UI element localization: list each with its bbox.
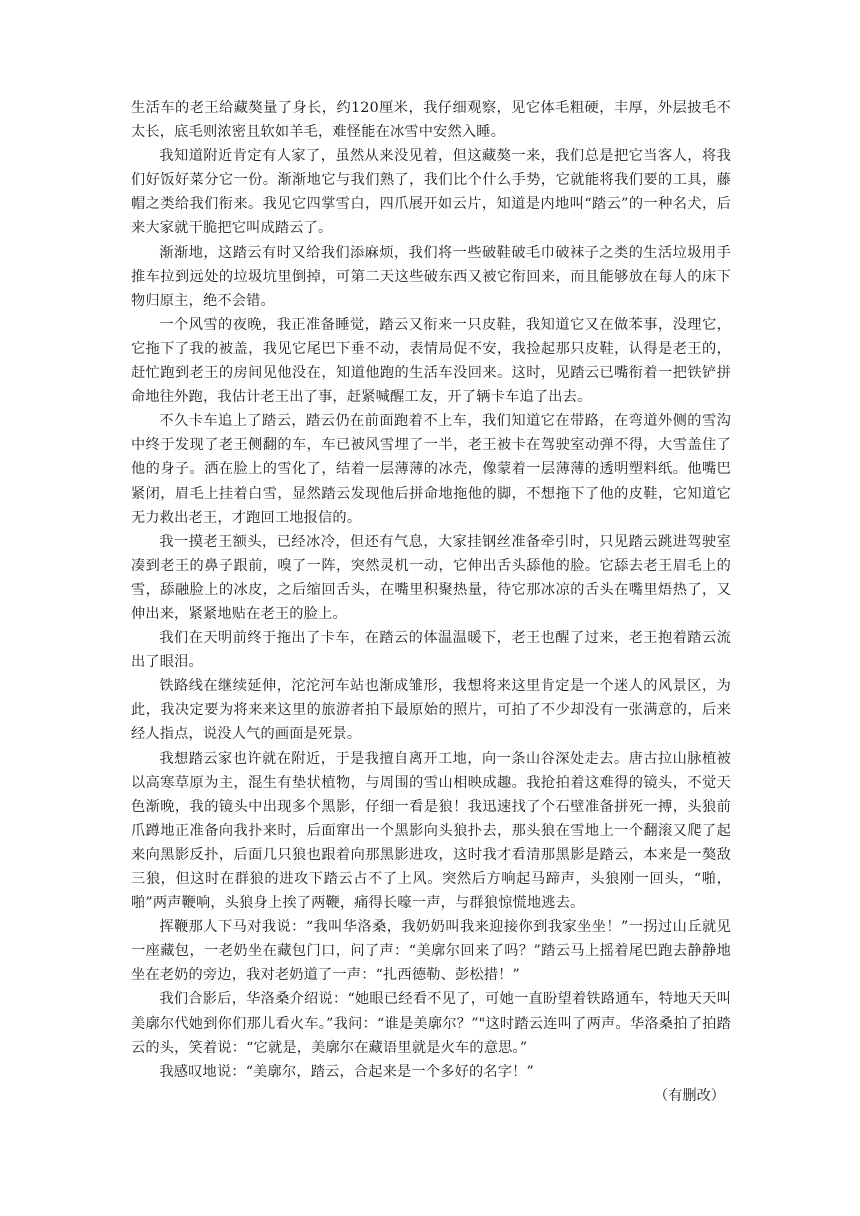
paragraph: 挥鞭那人下马对我说：“我叫华洛桑，我奶奶叫我来迎接你到我家坐坐！”一拐过山丘就见一座藏包，一老奶坐在藏包门口，问了声：“美廓尔回来了吗？”踏云马上摇着尾巴跑去静静地坐在老奶的旁边，我对老奶道了一声：“扎西德勒、彭松措！” (131, 919, 731, 984)
paragraph: 铁路线在继续延伸，沱沱河车站也渐成雏形，我想将来这里肯定是一个迷人的风景区，为此，我决定要为将来来这里的旅游者拍下最原始的照片，可拍了不少却没有一张满意的，后来经人指点，说没人气的画面是死景。 (131, 678, 731, 743)
edit-note: （有删改） (654, 1087, 725, 1104)
paragraph: 生活车的老王给藏獒量了身长，约120厘米，我仔细观察，见它体毛粗硬，丰厚，外层披毛不太长，底毛则浓密且软如羊毛，难怪能在冰雪中安然入睡。 (131, 100, 731, 141)
paragraph: 我感叹地说：“美廓尔，踏云，合起来是一个多好的名字！” (159, 1063, 534, 1080)
paragraph: 我想踏云家也许就在附近，于是我擅自离开工地，向一条山谷深处走去。唐古拉山脉植被以高寒草原为主，混生有垫状植物，与周围的雪山相映成趣。我抢拍着这难得的镜头，不觉天色渐晚，我的镜头中出现多个黑影，仔细一看是狼！我迅速找了个石壁准备拼死一搏，头狼前爪蹲地正准备向我扑来时，后面窜出一个黑影向头狼扑去，那头狼在雪地上一个翻滚又爬了起来向黑影反扑，后面几只狼也跟着向那黑影进攻，这时我才看清那黑影是踏云，本来是一獒敌三狼，但这时在群狼的进攻下踏云占不了上风。突然后方响起马蹄声，头狼刚一回头，“啪，啪”两声鞭响，头狼身上挨了两鞭，痛得长嚎一声，与群狼惊慌地逃去。 (131, 750, 731, 912)
paragraph: 我知道附近肯定有人家了，虽然从来没见着，但这藏獒一来，我们总是把它当客人，将我们好饭好菜分它一份。渐渐地它与我们熟了，我们比个什么手势，它就能将我们要的工具，藤帽之类给我们衔来。我见它四掌雪白，四爪展开如云片，知道是内地叫“踏云”的一种名犬，后来大家就干脆把它叫成踏云了。 (131, 148, 731, 237)
paragraph: 一个风雪的夜晚，我正准备睡觉，踏云又衔来一只皮鞋，我知道它又在做苯事，没理它，它拖下了我的被盖，我见它尾巴下垂不动，表情局促不安，我捡起那只皮鞋，认得是老王的，赶忙跑到老王的房间见他没在，知道他跑的生活车没回来。这时，见踏云已嘴衔着一把铁铲拼命地往外跑，我估计老王出了事，赶紧喊醒工友，开了辆卡车追了出去。 (131, 316, 731, 406)
article-body (131, 96, 731, 1108)
paragraph: 我们在天明前终于拖出了卡车，在踏云的体温温暖下，老王也醒了过来，老王抱着踏云流出了眼泪。 (131, 630, 731, 671)
paragraph: 我们合影后，华洛桑介绍说：“她眼已经看不见了，可她一直盼望着铁路通车，特地天天叫美廓尔代她到你们那儿看火车。”我问：“谁是美廓尔？”"这时踏云连叫了两声。华洛桑拍了拍踏云的头，笑着说：“它就是，美廓尔在藏语里就是火车的意思。” (131, 991, 731, 1056)
paragraph: 我一摸老王额头，已经冰冷，但还有气息，大家挂钢丝准备牵引时，只见踏云跳进驾驶室凑到老王的鼻子跟前，嗅了一阵，突然灵机一动，它伸出舌头舔他的脸。它舔去老王眉毛上的雪，舔融脸上的冰皮，之后缩回舌头，在嘴里积聚热量，待它那冰凉的舌头在嘴里焐热了，又伸出来，紧紧地贴在老王的脸上。 (131, 533, 731, 622)
paragraph: 渐渐地，这踏云有时又给我们添麻烦，我们将一些破鞋破毛巾破袜子之类的生活垃圾用手推车拉到远处的垃圾坑里倒掉，可第二天这些破东西又被它衔回来，而且能够放在每人的床下物归原主，绝不会错。 (131, 244, 731, 309)
paragraph: 不久卡车追上了踏云，踏云仍在前面跑着不上车，我们知道它在带路，在弯道外侧的雪沟中终于发现了老王侧翻的车，车已被风雪埋了一半，老王被卡在驾驶室动弹不得，大雪盖住了他的身子。洒在脸上的雪化了，结着一层薄薄的冰壳，像蒙着一层薄薄的透明塑料纸。他嘴巴紧闭，眉毛上挂着白雪，显然踏云发现他后拼命地拖他的脚，不想拖下了他的皮鞋，它知道它无力救出老王，才跑回工地报信的。 (131, 413, 731, 526)
